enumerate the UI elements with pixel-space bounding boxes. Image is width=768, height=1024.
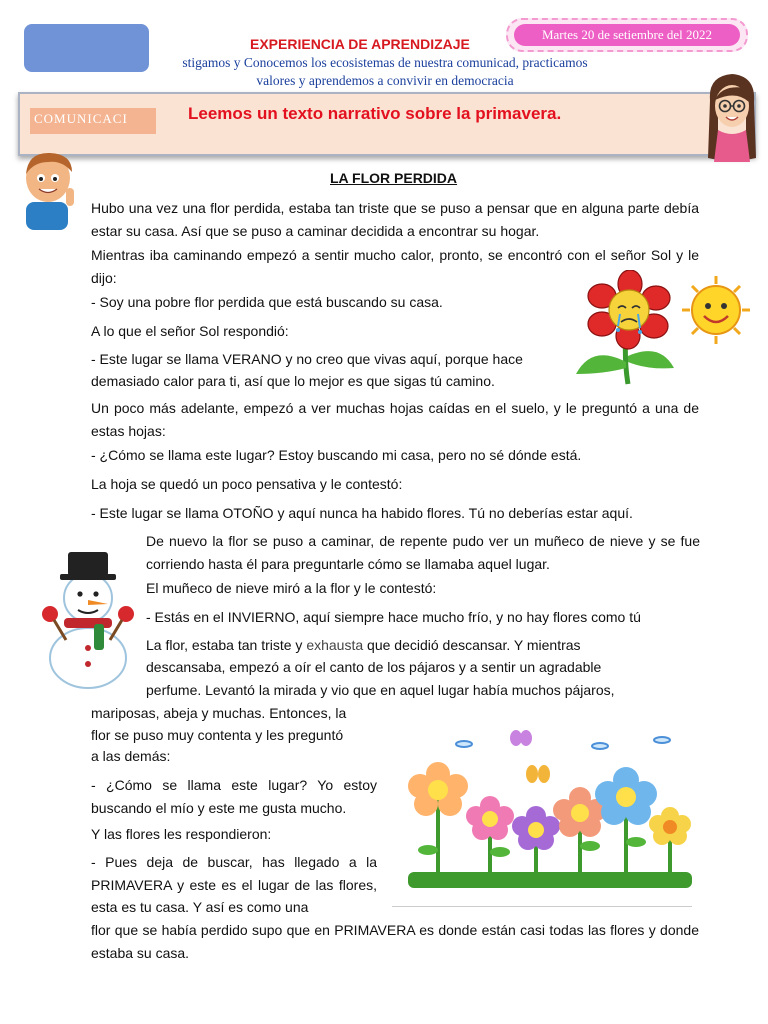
story-paragraph-5b: demasiado calor para ti, así que lo mejor es que sigas tú camino. <box>91 373 495 389</box>
story-paragraph-14-line-3: a las demás: <box>91 748 171 764</box>
story-paragraph-14-line-2: flor se puso muy contenta y les preguntó <box>91 727 344 743</box>
story-paragraph-10: De nuevo la flor se puso a caminar, de repente pudo ver un muñeco de nieve y se fue corriendo hasta él para preguntarle cómo se llamaba aquel lugar. <box>146 533 700 572</box>
date-text: Martes 20 de setiembre del 2022 <box>514 24 740 46</box>
intro-line-2: valores y aprendemos a convivir en democracia <box>256 73 514 88</box>
story-paragraph-18: flor que se había perdido supo que en PRIMAVERA es donde están casi todas las flores y donde estaba su casa. <box>91 922 699 961</box>
story-p13-word-exhausta: exhausta <box>306 637 364 653</box>
date-badge <box>506 18 748 52</box>
snowman-illustration <box>38 548 138 690</box>
boy-figure-icon <box>22 148 80 230</box>
story-paragraph-14-line-1: mariposas, abeja y muchas. Entonces, la <box>91 705 347 721</box>
girl-avatar-icon <box>702 70 762 162</box>
story-paragraph-4: A lo que el señor Sol respondió: <box>91 323 289 339</box>
story-p13-part-c: que decidió descansar. Y mientras <box>363 637 581 653</box>
lesson-topic: Leemos un texto narrativo sobre la primavera. <box>188 104 562 123</box>
story-paragraph-2: Mientras iba caminando empezó a sentir mucho calor, pronto, se encontró con el señor Sol y le dijo: <box>91 247 699 286</box>
story-paragraph-12: - Estás en el INVIERNO, aquí siempre hace mucho frío, y no hay flores como tú <box>146 609 641 625</box>
spring-flowers-illustration <box>404 724 696 890</box>
story-paragraph-17: - Pues deja de buscar, has llegado a la PRIMAVERA y este es el lugar de las flores, esta es tu casa. Y así es como una <box>91 854 377 915</box>
story-paragraph-13-line-1 <box>146 634 581 657</box>
story-paragraph-9: - Este lugar se llama OTOÑO y aquí nunca ha habido flores. Tú no deberías estar aquí. <box>91 505 633 521</box>
story-paragraph-15: - ¿Cómo se llama este lugar? Yo estoy buscando el mío y este me gusta mucho. <box>91 777 377 816</box>
story-paragraph-11: El muñeco de nieve miró a la flor y le contestó: <box>146 580 437 596</box>
story-paragraph-7: - ¿Cómo se llama este lugar? Estoy buscando mi casa, pero no sé dónde está. <box>91 447 582 463</box>
story-paragraph-1: Hubo una vez una flor perdida, estaba tan triste que se puso a pensar que en alguna parte debía estar su casa. Así que se puso a caminar decidida a encontrar su hogar. <box>91 200 699 239</box>
divider-line <box>392 906 692 907</box>
story-paragraph-13-line-2: descansaba, empezó a oír el canto de los pájaros y a sentir un agradable <box>146 659 602 675</box>
story-paragraph-6: Un poco más adelante, empezó a ver muchas hojas caídas en el suelo, y le preguntó a una de estas hojas: <box>91 400 699 439</box>
area-label: COMUNICACI <box>30 108 156 134</box>
story-paragraph-8: La hoja se quedó un poco pensativa y le contestó: <box>91 476 403 492</box>
sad-flower-and-sun-illustration <box>570 270 756 386</box>
experience-intro <box>130 54 640 90</box>
experience-title: EXPERIENCIA DE APRENDIZAJE <box>250 36 470 52</box>
story-p13-part-a: La flor, estaba tan triste y <box>146 637 307 653</box>
intro-line-1: stigamos y Conocemos los ecosistemas de nuestra comunicad, practicamos <box>182 55 588 70</box>
story-paragraph-13-line-3: perfume. Levantó la mirada y vio que en aquel lugar había muchos pájaros, <box>146 682 615 698</box>
story-paragraph-5a: - Este lugar se llama VERANO y no creo que vivas aquí, porque hace <box>91 351 523 367</box>
story-title: LA FLOR PERDIDA <box>330 170 458 186</box>
story-paragraph-3: - Soy una pobre flor perdida que está buscando su casa. <box>91 294 443 310</box>
story-paragraph-16: Y las flores les respondieron: <box>91 826 272 842</box>
